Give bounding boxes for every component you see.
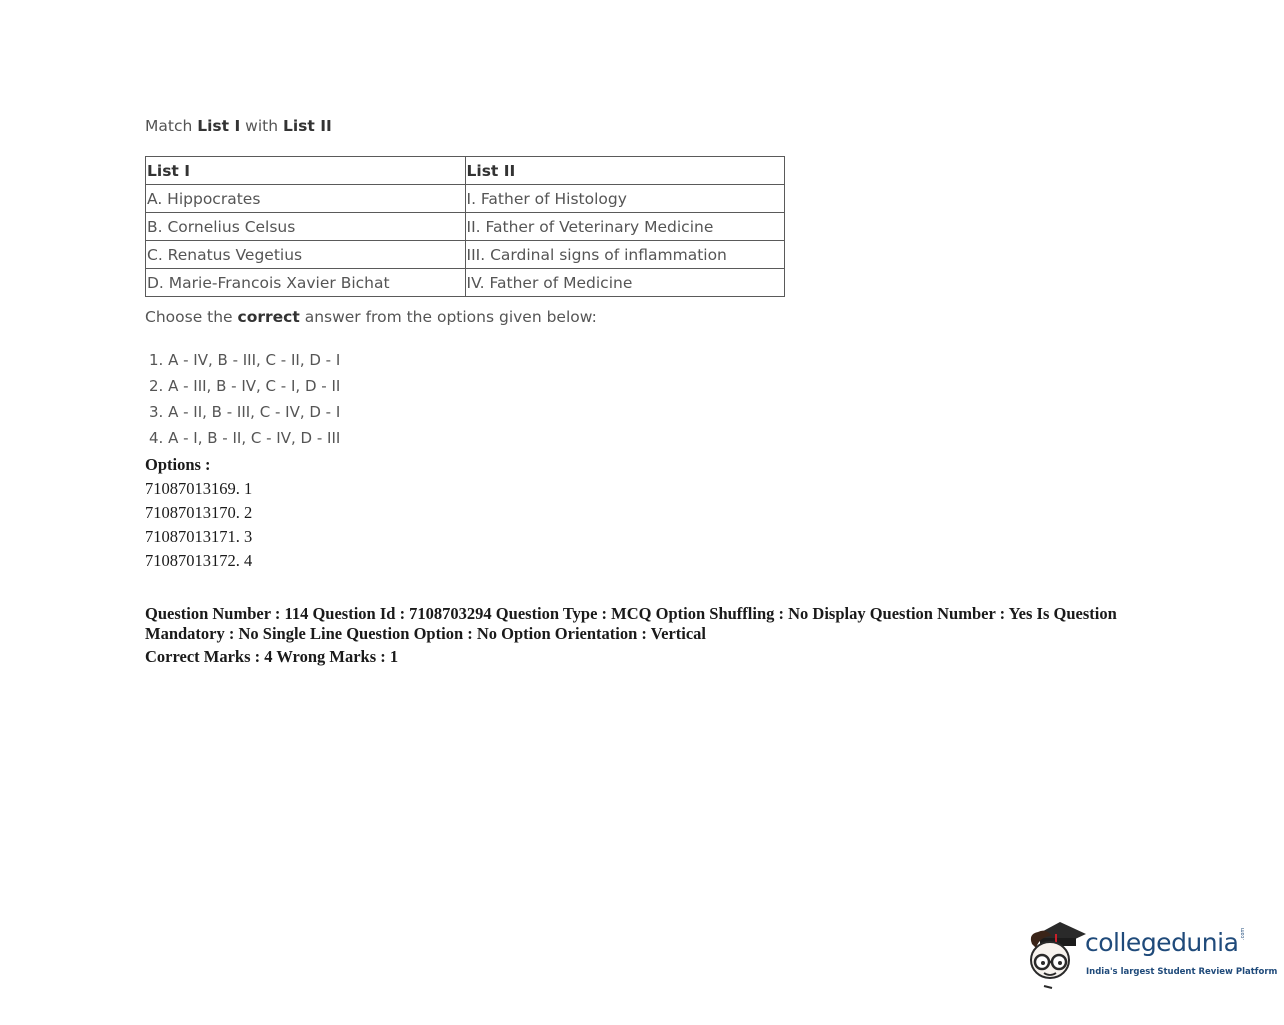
- table-cell: I. Father of Histology: [465, 185, 785, 213]
- table-cell: B. Cornelius Celsus: [146, 213, 466, 241]
- answer-choice: 2. A - III, B - IV, C - I, D - II: [149, 377, 341, 395]
- table-row: [146, 269, 785, 297]
- marks-info: Correct Marks : 4 Wrong Marks : 1: [145, 647, 399, 666]
- correct-emphasis: correct: [237, 308, 300, 326]
- option-id-item: 71087013172. 4: [145, 551, 253, 570]
- table-cell: IV. Father of Medicine: [465, 269, 785, 297]
- option-id-item: 71087013170. 2: [145, 503, 253, 522]
- collegedunia-logo: [1026, 918, 1278, 990]
- table-row: [146, 185, 785, 213]
- table-row: [146, 213, 785, 241]
- options-heading: Options :: [145, 455, 211, 474]
- match-table: [145, 156, 785, 297]
- table-cell: II. Father of Veterinary Medicine: [465, 213, 785, 241]
- question-metadata: [145, 604, 1135, 667]
- option-id-item: 71087013171. 3: [145, 527, 253, 546]
- choose-instruction: Choose the correct answer from the options given below:: [145, 308, 597, 326]
- table-cell: C. Renatus Vegetius: [146, 241, 466, 269]
- answer-choice: 4. A - I, B - II, C - IV, D - III: [149, 429, 341, 447]
- logo-suffix: .com: [1240, 927, 1246, 940]
- column-header-list2: List II: [465, 157, 785, 185]
- answer-choice: 3. A - II, B - III, C - IV, D - I: [149, 403, 341, 421]
- table-cell: A. Hippocrates: [146, 185, 466, 213]
- student-mascot-icon: [1026, 918, 1086, 990]
- question-details: Question Number : 114 Question Id : 7108703294 Question Type : MCQ Option Shuffling : No Display Question Number : Yes Is Question Mandatory : No Single Line Question Option : No Option Orientation : Vertical: [145, 604, 1117, 643]
- question-intro: Match List I with List II: [145, 117, 332, 135]
- list2-label: List II: [282, 117, 332, 135]
- logo-wordmark: collegedunia: [1085, 928, 1239, 957]
- table-row: [146, 241, 785, 269]
- answer-choices: [149, 349, 340, 453]
- table-cell: III. Cardinal signs of inflammation: [465, 241, 785, 269]
- option-id-item: 71087013169. 1: [145, 479, 253, 498]
- answer-choice: 1. A - IV, B - III, C - II, D - I: [149, 351, 341, 369]
- table-cell: D. Marie-Francois Xavier Bichat: [146, 269, 466, 297]
- column-header-list1: List I: [146, 157, 466, 185]
- logo-tagline: India's largest Student Review Platform: [1086, 967, 1278, 977]
- table-header-row: [146, 157, 785, 185]
- list1-label: List I: [197, 117, 241, 135]
- options-section: [145, 455, 252, 575]
